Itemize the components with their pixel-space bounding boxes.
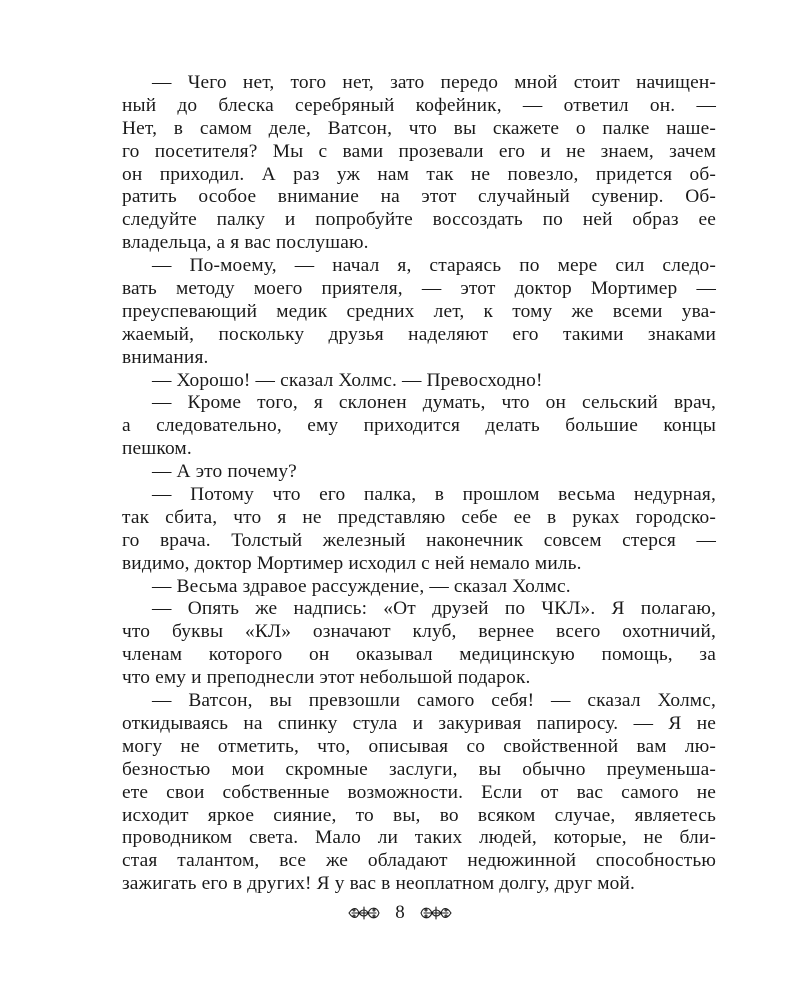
text-line: пешком. bbox=[122, 438, 192, 460]
text-line: — Весьма здравое рассуждение, — сказал Холмс. bbox=[152, 575, 571, 597]
floral-ornament-icon bbox=[347, 904, 381, 922]
text-line: — Кроме того, я склонен думать, что он сельский врач, bbox=[152, 392, 716, 414]
text-line: го посетителя? Мы с вами прозевали его и не знаем, зачем bbox=[122, 140, 716, 162]
text-line: ратить особое внимание на этот случайный сувенир. Об- bbox=[122, 186, 716, 208]
text-line: проводником света. Мало ли таких людей, которые, не бли- bbox=[122, 827, 716, 849]
text-line: могу не отметить, что, описывая со свойственной вам лю- bbox=[122, 735, 716, 757]
text-line: — Ватсон, вы превзошли самого себя! — сказал Холмс, bbox=[152, 690, 716, 712]
text-line: что буквы «КЛ» означают клуб, вернее всего охотничий, bbox=[122, 621, 716, 643]
text-line: членам которого он оказывал медицинскую помощь, за bbox=[122, 644, 716, 666]
text-line: — Хорошо! — сказал Холмс. — Превосходно! bbox=[152, 369, 543, 391]
text-line: — Опять же надпись: «От друзей по ЧКЛ». Я полагаю, bbox=[152, 598, 716, 620]
text-line: он приходил. А раз уж нам так не повезло, придется об- bbox=[122, 163, 716, 185]
text-line: владельца, а я вас послушаю. bbox=[122, 232, 369, 254]
text-line: — По-моему, — начал я, стараясь по мере сил следо- bbox=[152, 255, 716, 277]
text-line: — Потому что его палка, в прошлом весьма недурная, bbox=[152, 484, 716, 506]
floral-ornament-icon bbox=[419, 904, 453, 922]
text-line: ете свои собственные возможности. Если от вас самого не bbox=[122, 781, 716, 803]
page-number: 8 bbox=[395, 902, 405, 923]
text-line: а следовательно, ему приходится делать большие концы bbox=[122, 415, 716, 437]
text-line: жаемый, поскольку друзья наделяют его такими знаками bbox=[122, 323, 716, 345]
text-line: исходит яркое сияние, то вы, во всяком случае, являетесь bbox=[122, 804, 716, 826]
text-line: го врача. Толстый железный наконечник совсем стерся — bbox=[122, 529, 716, 551]
text-line: откидываясь на спинку стула и закуривая папиросу. — Я не bbox=[122, 712, 716, 734]
body-text bbox=[122, 72, 716, 896]
text-line: внимания. bbox=[122, 346, 209, 368]
text-line: видимо, доктор Мортимер исходил с ней немало миль. bbox=[122, 552, 582, 574]
page-footer bbox=[0, 898, 800, 928]
text-line: следуйте палку и попробуйте воссоздать по ней образ ее bbox=[122, 209, 716, 231]
text-line: зажигать его в других! Я у вас в неоплатном долгу, друг мой. bbox=[122, 873, 636, 895]
text-line: что ему и преподнесли этот небольшой подарок. bbox=[122, 667, 531, 689]
text-line: преуспевающий медик средних лет, к тому же всеми ува- bbox=[122, 300, 716, 322]
text-line: — Чего нет, того нет, зато передо мной стоит начищен- bbox=[152, 72, 716, 93]
text-line: — А это почему? bbox=[152, 461, 297, 483]
text-line: так сбита, что я не представляю себе ее в руках городско- bbox=[122, 506, 716, 528]
text-line: безностью мои скромные заслуги, вы обычно преуменьша- bbox=[122, 758, 716, 780]
text-line: стая талантом, все же обладают недюжинной способностью bbox=[122, 850, 716, 872]
text-line: Нет, в самом деле, Ватсон, что вы скажете о палке наше- bbox=[122, 117, 716, 139]
text-line: вать методу моего приятеля, — этот доктор Мортимер — bbox=[122, 278, 716, 300]
text-line: ный до блеска серебряный кофейник, — ответил он. — bbox=[122, 94, 716, 116]
